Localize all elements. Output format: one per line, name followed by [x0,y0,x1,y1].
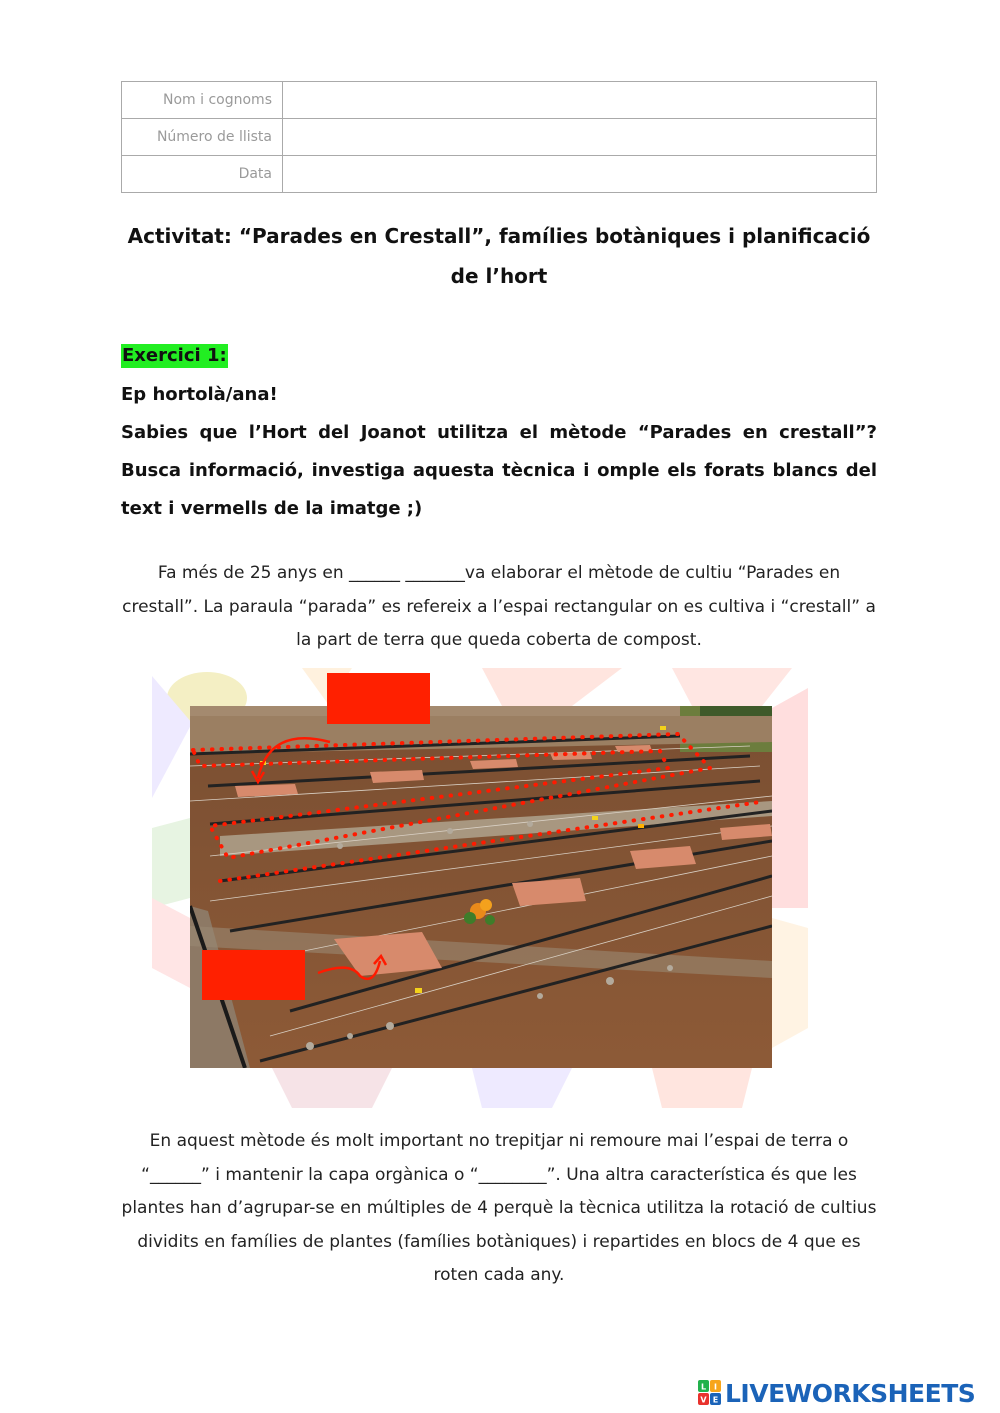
name-label: Nom i cognoms [122,82,283,119]
activity-title [121,216,877,296]
date-input[interactable] [283,157,876,191]
answer-input-top[interactable] [327,673,434,726]
activity-title-line-2: de l’hort [450,264,548,288]
paragraph-2-line-2: “______” i mantenir la capa orgànica o “________”. Una altra característica és que les [141,1164,857,1185]
answer-input-bottom[interactable] [202,950,309,1002]
svg-text:E: E [712,1395,719,1405]
exercise-instructions: Sabies que l’Hort del Joanot utilitza el mètode “Parades en crestall”? Busca informació, investiga aquesta tècnica i omple els forats blancs del text i vermells de la imatge ;) [121,422,877,519]
exercise-intro [121,376,877,528]
list-number-input[interactable] [283,120,876,154]
paragraph-1 [121,557,877,658]
svg-text:I: I [714,1382,717,1392]
student-info-table [121,81,877,193]
paragraph-1-line-1: Fa més de 25 anys en ______ _______va elaborar el mètode de cultiu “Parades en [157,563,841,583]
paragraph-2-line-3: plantes han d’agrupar-se en múltiples de 4 perquè la tècnica utilitza la rotació de cultius [121,1198,877,1218]
answer-box-bottom[interactable] [202,950,305,1000]
paragraph-1-line-2: crestall”. La paraula “parada” es refereix a l’espai rectangular on es cultiva i “crestall” a [122,596,876,617]
answer-box-top[interactable] [327,673,430,724]
date-label: Data [122,156,283,193]
logo-text: LIVEWORKSHEETS [725,1378,976,1408]
paragraph-2-line-1: En aquest mètode és molt important no trepitjar ni remoure mai l’espai de terra o [149,1131,849,1151]
exercise-label: Exercici 1: [122,345,227,366]
exercise-greeting: Ep hortolà/ana! [121,384,278,405]
paragraph-2 [121,1125,877,1293]
paragraph-2-line-4: dividits en famílies de plantes (famílies botàniques) i repartides en blocs de 4 que es [137,1231,861,1252]
list-number-label: Número de llista [122,119,283,156]
name-input[interactable] [283,83,876,117]
paragraph-2-line-5: roten cada any. [433,1265,565,1285]
garden-photo-figure [152,668,808,1108]
activity-title-line-1: Activitat: “Parades en Crestall”, famílies botàniques i planificació [127,224,871,248]
logo-badge-icon [698,1380,722,1406]
liveworksheets-logo [698,1378,975,1408]
svg-text:L: L [700,1382,707,1392]
garden-beds-photo [190,706,772,1068]
paragraph-1-line-3: la part de terra que queda coberta de compost. [296,630,702,650]
svg-text:V: V [700,1395,707,1405]
